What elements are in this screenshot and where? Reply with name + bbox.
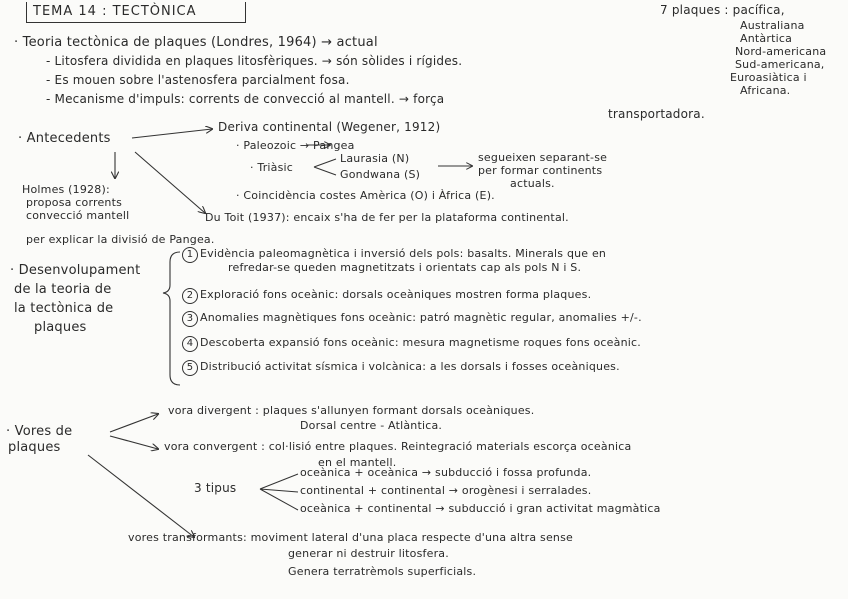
- en-el-mantell: en el mantell.: [318, 456, 397, 469]
- tipus-oceanica-oceanica: oceànica + oceànica → subducció i fossa profunda.: [300, 466, 592, 479]
- holmes-line: proposa corrents: [26, 196, 123, 209]
- coincidencia: · Coincidència costes Amèrica (O) i Àfrica (E).: [236, 189, 495, 202]
- teoria-continuation: transportadora.: [608, 107, 705, 121]
- desenvolupament-label: · Desenvolupament: [10, 263, 141, 278]
- vora-convergent: vora convergent : col·lisió entre plaques. Reintegració materials escorça oceànica: [164, 440, 632, 453]
- tipus-continental-continental: continental + continental → orogènesi i serralades.: [300, 484, 592, 497]
- desenvolupament-label: plaques: [34, 320, 87, 335]
- antecedents-label: · Antecedents: [18, 131, 111, 146]
- actuals: actuals.: [510, 177, 555, 190]
- desenvolupament-item-4: [182, 336, 641, 352]
- dorsal-centre: Dorsal centre - Atlàntica.: [300, 419, 443, 432]
- plaques-item: Australiana: [740, 19, 805, 32]
- transformants-line: Genera terratrèmols superficials.: [288, 565, 477, 578]
- item-text: Descoberta expansió fons oceànic: mesura magnetisme roques fons oceànic.: [200, 336, 641, 349]
- item-number: 4: [182, 336, 198, 352]
- teoria-heading: · Teoria tectònica de plaques (Londres, 1964) → actual: [14, 35, 378, 50]
- item-text: Anomalies magnètiques fons oceànic: patró magnètic regular, anomalies +/-.: [200, 311, 642, 324]
- per-formar: per formar continents: [478, 164, 603, 177]
- plaques-item: Sud-americana,: [735, 58, 825, 71]
- item-text: Distribució activitat sísmica i volcànica: a les dorsals i fosses oceàniques.: [200, 360, 620, 373]
- page-title: TEMA 14 : TECTÒNICA: [26, 2, 246, 23]
- deriva-continental: Deriva continental (Wegener, 1912): [218, 120, 441, 134]
- item-number: 2: [182, 288, 198, 304]
- paleozoic: · Paleozoic → Pangea: [236, 139, 355, 152]
- segueixen: segueixen separant-se: [478, 151, 608, 164]
- plaques-item: Nord-americana: [735, 45, 827, 58]
- gondwana: Gondwana (S): [340, 168, 421, 181]
- vores-transformants: vores transformants: moviment lateral d'una placa respecte d'una altra sense: [128, 531, 574, 544]
- desenvolupament-item-5: [182, 360, 620, 376]
- plaques-item: Antàrtica: [740, 32, 793, 45]
- du-toit: Du Toit (1937): encaix s'ha de fer per la plataforma continental.: [205, 211, 569, 224]
- desenvolupament-item-2: [182, 288, 591, 304]
- teoria-item: - Es mouen sobre l'astenosfera parcialment fosa.: [46, 73, 350, 87]
- holmes: Holmes (1928):: [22, 183, 110, 196]
- holmes-line: convecció mantell: [26, 209, 130, 222]
- item-text: Exploració fons oceànic: dorsals oceàniques mostren forma plaques.: [200, 288, 592, 301]
- desenvolupament-item-1-cont: refredar-se queden magnetitzats i orientats cap als pols N i S.: [228, 261, 582, 274]
- item-number: 3: [182, 311, 198, 327]
- teoria-item: - Mecanisme d'impuls: corrents de convecció al mantell. → força: [46, 92, 445, 106]
- desenvolupament-label: la tectònica de: [14, 301, 114, 316]
- item-number: 5: [182, 360, 198, 376]
- desenvolupament-item-3: [182, 311, 642, 327]
- vores-label: plaques: [8, 440, 61, 455]
- item-number: 1: [182, 247, 198, 263]
- pangea-division: per explicar la divisió de Pangea.: [26, 233, 215, 246]
- triasic: · Triàsic: [250, 161, 294, 174]
- desenvolupament-label: de la teoria de: [14, 282, 112, 297]
- laurasia: Laurasia (N): [340, 152, 410, 165]
- item-text: Evidència paleomagnètica i inversió dels pols: basalts. Minerals que en: [200, 247, 607, 260]
- tres-tipus: 3 tipus: [194, 481, 237, 495]
- vores-label: · Vores de: [6, 424, 73, 439]
- plaques-heading: 7 plaques : pacífica,: [660, 3, 785, 17]
- teoria-item: - Litosfera dividida en plaques litosfèriques. → són sòlides i rígides.: [46, 54, 463, 68]
- plaques-item: Africana.: [740, 84, 791, 97]
- tipus-oceanica-continental: oceànica + continental → subducció i gran activitat magmàtica: [300, 502, 661, 515]
- transformants-line: generar ni destruir litosfera.: [288, 547, 449, 560]
- plaques-item: Euroasiàtica i: [730, 71, 807, 84]
- vora-divergent: vora divergent : plaques s'allunyen formant dorsals oceàniques.: [168, 404, 535, 417]
